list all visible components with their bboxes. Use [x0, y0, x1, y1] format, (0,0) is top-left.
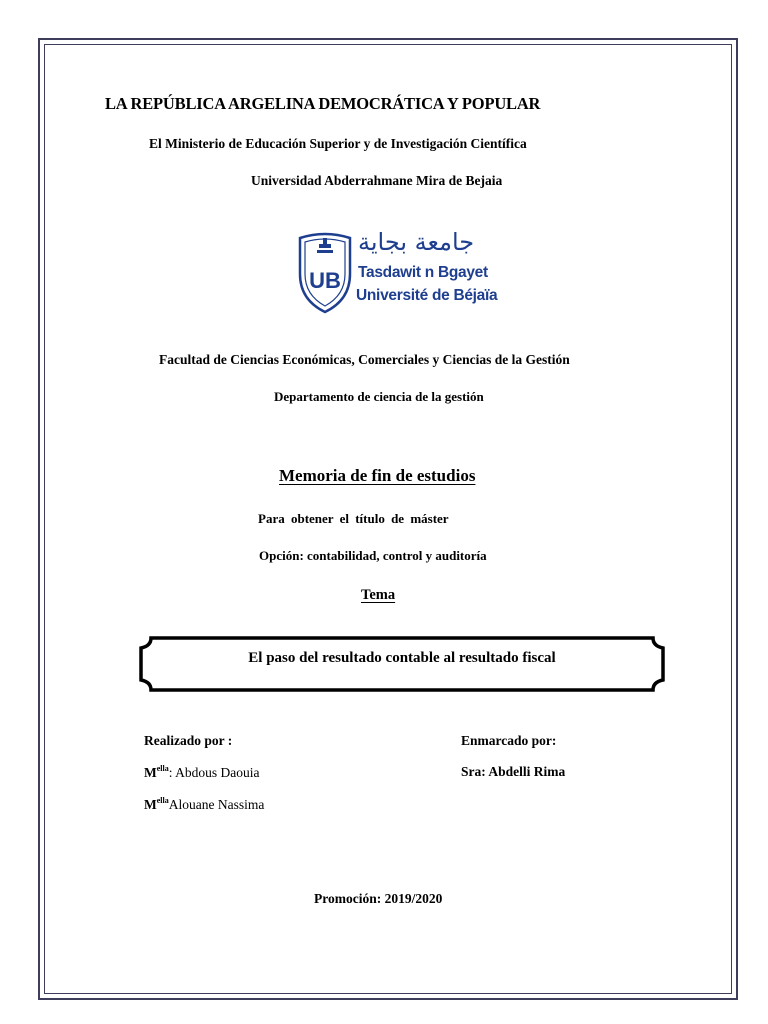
- country-title: LA REPÚBLICA ARGELINA DEMOCRÁTICA Y POPULAR: [105, 94, 541, 113]
- thesis-purpose: Para obtener el título de máster: [258, 511, 449, 526]
- author-name: Alouane Nassima: [168, 797, 265, 812]
- thesis-type: Memoria de fin de estudios: [279, 466, 476, 485]
- logo-arabic-name: جامعة بجاية: [358, 228, 475, 256]
- author-prefix-sup: ella: [156, 764, 169, 773]
- university-logo: [296, 228, 498, 314]
- supervisor-name: Sra: Abdelli Rima: [461, 764, 566, 779]
- logo-emblem: UB: [309, 268, 341, 293]
- topic-box: [139, 636, 665, 692]
- thesis-topic: El paso del resultado contable al resultado fiscal: [248, 650, 556, 666]
- author-prefix: M: [144, 765, 157, 780]
- university-shield-icon: [296, 228, 354, 314]
- thesis-option: Opción: contabilidad, control y auditoría: [259, 548, 487, 563]
- logo-french-name: Université de Béjaïa: [356, 287, 498, 304]
- supervisor-label: Enmarcado por:: [461, 733, 557, 748]
- topic-label: Tema: [361, 587, 396, 603]
- authors-label: Realizado por :: [144, 733, 233, 748]
- promotion: Promoción: 2019/2020: [314, 891, 443, 906]
- university-name: Universidad Abderrahmane Mira de Bejaia: [251, 173, 503, 188]
- logo-kabyle-name: Tasdawit n Bgayet: [358, 264, 488, 281]
- faculty-name: Facultad de Ciencias Económicas, Comerciales y Ciencias de la Gestión: [159, 352, 570, 367]
- ministry-name: El Ministerio de Educación Superior y de Investigación Científica: [149, 136, 527, 151]
- author-name: : Abdous Daouia: [168, 765, 260, 780]
- author-prefix-sup: ella: [156, 796, 169, 805]
- author-prefix: M: [144, 797, 157, 812]
- author-1: [144, 764, 260, 781]
- author-2: [144, 796, 264, 813]
- department-name: Departamento de ciencia de la gestión: [274, 389, 484, 404]
